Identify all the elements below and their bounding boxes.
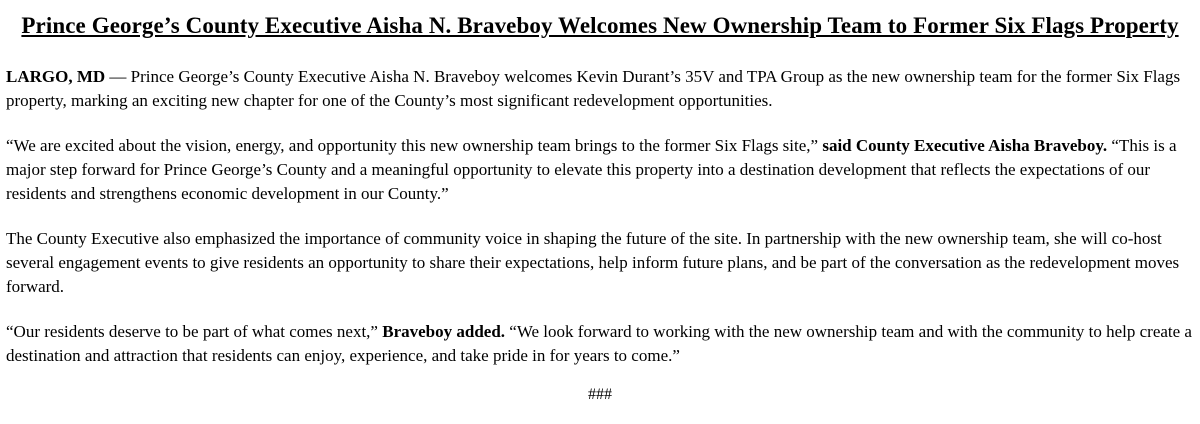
intro-text: — Prince George’s County Executive Aisha N. Braveboy welcomes Kevin Durant’s 35V and TPA Group as the new ownership team for the former Six Flags property, marking an exciting new chapter for one of the County’s most significant redevelopment opportunities. (6, 67, 1181, 110)
dateline: LARGO, MD (6, 67, 106, 86)
paragraph-intro (6, 65, 1194, 113)
quote-text-1: “We are excited about the vision, energy, and opportunity this new ownership team brings to the former Six Flags site,” (6, 136, 823, 155)
paragraph-community-voice: The County Executive also emphasized the importance of community voice in shaping the future of the site. In partnership with the new ownership team, she will co-host several engagement events to give residents an opportunity to share their expectations, help inform future plans, and be part of the conversation as the redevelopment moves forward. (6, 229, 1180, 296)
paragraph-quote-residents (6, 320, 1194, 368)
paragraph-quote-braveboy (6, 134, 1194, 206)
quote-text-2: “We look forward to working with the new ownership team and with the community to help create a destination and attraction that residents can enjoy, experience, and take pride in for years to come.” (6, 322, 1192, 365)
headline: Prince George’s County Executive Aisha N. Braveboy Welcomes New Ownership Team to Former Six Flags Property (21, 13, 1179, 38)
quote-attribution: Braveboy added. (382, 322, 506, 341)
quote-text-1: “Our residents deserve to be part of what comes next,” (6, 322, 383, 341)
quote-text-2: “This is a major step forward for Prince George’s County and a meaningful opportunity to elevate this property into a destination development that reflects the expectations of our residents and strengthens economic development in our County.” (6, 136, 1177, 203)
quote-attribution: said County Executive Aisha Braveboy. (822, 136, 1108, 155)
end-mark: ### (588, 386, 612, 403)
